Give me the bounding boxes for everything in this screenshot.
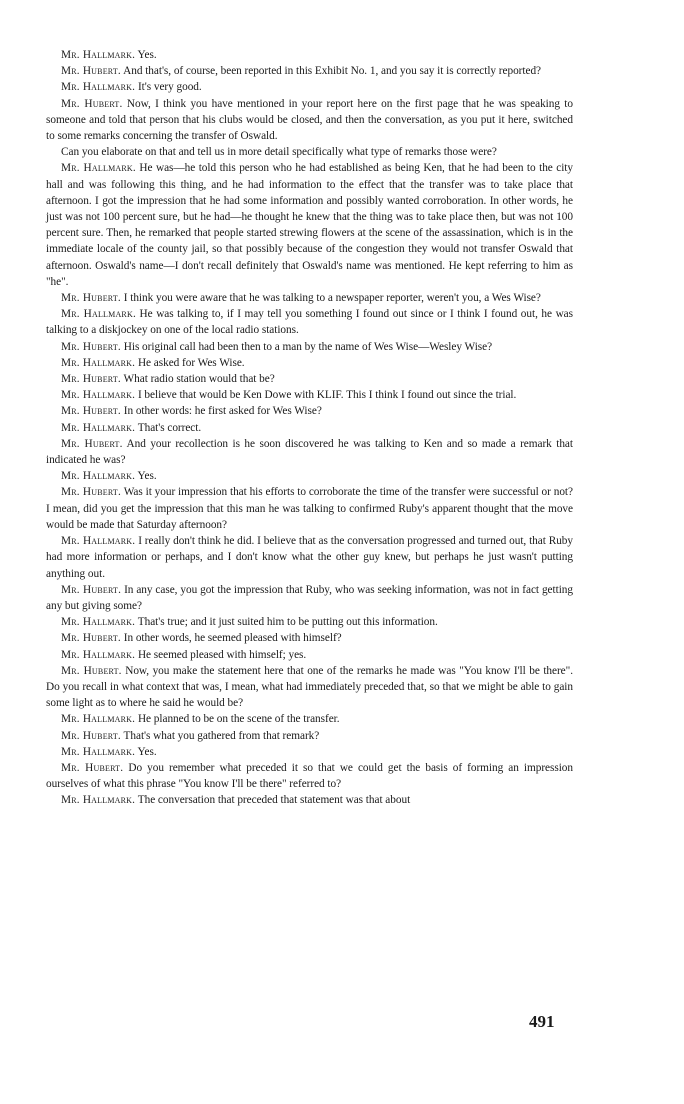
- transcript-paragraph: [46, 96, 573, 145]
- speaker-name: Mr. Hubert.: [61, 632, 121, 645]
- transcript-paragraph: [46, 144, 573, 160]
- testimony-text: In other words: he first asked for Wes Wise?: [120, 405, 322, 418]
- speaker-name: Mr. Hubert.: [61, 437, 123, 450]
- transcript-paragraph: [46, 760, 573, 792]
- transcript-paragraph: [46, 630, 573, 646]
- testimony-text: And your recollection is he soon discovered he was talking to Ken and so made a remark that indicated he was?: [46, 437, 573, 467]
- page-number: 491: [529, 1012, 555, 1031]
- testimony-text: He was—he told this person who he had established as being Ken, that he had been to the city hall and was following this thing, and he had information to the effect that the transfer was to take place that afternoon. I got the impression that he had some information and possibly wanted corroboration. In other words, he just was not 100 percent sure, but he had—he thought he knew that the thing was to take place then, but was not 100 percent sure. Then, he remarked that people started strewing flowers at the scene of the assassination, which is in the immediate locale of the county jail, so that possibly because of the congestion they would not transfer Oswald that afternoon. Oswald's name—I don't recall definitely that Oswald's name was mentioned. He kept referring to him as "he".: [46, 162, 573, 288]
- speaker-name: Mr. Hubert.: [61, 97, 123, 110]
- testimony-text: It's very good.: [135, 81, 202, 94]
- speaker-name: Mr. Hallmark.: [61, 745, 136, 758]
- speaker-name: Mr. Hallmark.: [61, 535, 136, 548]
- testimony-text: Can you elaborate on that and tell us in more detail specifically what type of remarks those were?: [61, 146, 497, 159]
- testimony-text: I really don't think he did. I believe that as the conversation progressed and turned out, that Ruby had more information or perhaps, and I don't know what the other guy knew, but perhaps he just wasn't putting anything out.: [46, 535, 573, 580]
- speaker-name: Mr. Hallmark.: [61, 81, 136, 94]
- transcript-paragraph: [46, 436, 573, 468]
- transcript-paragraph: [46, 582, 573, 614]
- testimony-text: Yes.: [135, 470, 157, 483]
- testimony-text: He planned to be on the scene of the transfer.: [135, 713, 340, 726]
- speaker-name: Mr. Hubert.: [61, 486, 122, 499]
- testimony-text: What radio station would that be?: [120, 373, 275, 386]
- testimony-text: The conversation that preceded that statement was that about: [135, 794, 411, 807]
- transcript-paragraph: [46, 79, 573, 95]
- transcript-paragraph: [46, 420, 573, 436]
- transcript-paragraph: [46, 484, 573, 533]
- testimony-text: Was it your impression that his efforts to corroborate the time of the transfer were successful or not? I mean, did you get the impression that this man he was talking to confirmed Ruby's apparent thought that the move would be made that Saturday afternoon?: [46, 486, 573, 531]
- transcript-paragraph: [46, 371, 573, 387]
- testimony-text: His original call had been then to a man by the name of Wes Wise—Wesley Wise?: [120, 340, 493, 353]
- transcript-paragraph: [46, 468, 573, 484]
- testimony-text: I believe that would be Ken Dowe with KLIF. This I think I found out since the trial.: [135, 389, 517, 402]
- transcript-paragraph: [46, 403, 573, 419]
- speaker-name: Mr. Hubert.: [61, 405, 121, 418]
- transcript-paragraph: [46, 306, 573, 338]
- transcript-paragraph: [46, 63, 573, 79]
- speaker-name: Mr. Hallmark.: [61, 648, 136, 661]
- transcript-paragraph: [46, 47, 573, 63]
- speaker-name: Mr. Hallmark.: [61, 421, 136, 434]
- speaker-name: Mr. Hallmark.: [61, 308, 136, 321]
- transcript-paragraph: [46, 663, 573, 712]
- speaker-name: Mr. Hubert.: [61, 340, 121, 353]
- speaker-name: Mr. Hallmark.: [61, 49, 136, 61]
- transcript-paragraph: [46, 711, 573, 727]
- speaker-name: Mr. Hallmark.: [61, 162, 136, 175]
- speaker-name: Mr. Hallmark.: [61, 470, 136, 483]
- testimony-text: Yes.: [135, 745, 157, 758]
- transcript-paragraph: [46, 387, 573, 403]
- testimony-text: Now, I think you have mentioned in your report here on the first page that he was speaking to someone and told that person that his clubs would be closed, and then the conversation, as you put it here, switched to some remarks concerning the transfer of Oswald.: [46, 97, 573, 143]
- transcript-paragraph: [46, 290, 573, 306]
- speaker-name: Mr. Hallmark.: [61, 616, 136, 629]
- speaker-name: Mr. Hubert.: [61, 373, 121, 386]
- testimony-text: Do you remember what preceded it so that we could get the basis of forming an impression ourselves of what this phrase "You know I'll be there" referred to?: [46, 761, 573, 791]
- transcript-paragraph: [46, 744, 573, 760]
- testimony-text: And that's, of course, been reported in this Exhibit No. 1, and you say it is correctly reported?: [120, 65, 542, 78]
- testimony-text: He was talking to, if I may tell you something I found out since or I think I found out, he was talking to a diskjockey on one of the local radio stations.: [46, 308, 573, 337]
- transcript-paragraph: [46, 614, 573, 630]
- testimony-text: Now, you make the statement here that one of the remarks he made was "You know I'll be there". Do you recall in what context that was, I mean, what had immediately preceded that, so that we might be able to gain some light as to where he said he would be?: [46, 664, 573, 710]
- transcript-paragraph: [46, 647, 573, 663]
- speaker-name: Mr. Hubert.: [61, 729, 121, 742]
- transcript-page: [46, 47, 573, 809]
- testimony-text: He seemed pleased with himself; yes.: [135, 648, 307, 661]
- speaker-name: Mr. Hallmark.: [61, 713, 136, 726]
- transcript-paragraph: [46, 160, 573, 290]
- transcript-paragraph: [46, 533, 573, 582]
- transcript-paragraph: [46, 339, 573, 355]
- testimony-text: In other words, he seemed pleased with himself?: [120, 632, 342, 645]
- speaker-name: Mr. Hubert.: [61, 292, 121, 305]
- speaker-name: Mr. Hubert.: [61, 664, 122, 677]
- transcript-paragraph: [46, 355, 573, 371]
- transcript-paragraph: [46, 792, 573, 808]
- testimony-text: In any case, you got the impression that Ruby, who was seeking information, was not in fact getting any but giving some?: [46, 583, 573, 612]
- speaker-name: Mr. Hubert.: [61, 65, 121, 78]
- speaker-name: Mr. Hubert.: [61, 583, 122, 596]
- testimony-text: Yes.: [135, 49, 157, 61]
- testimony-text: That's what you gathered from that remark?: [120, 729, 320, 742]
- testimony-text: I think you were aware that he was talking to a newspaper reporter, weren't you, a Wes Wise?: [120, 292, 541, 305]
- testimony-text: That's true; and it just suited him to be putting out this information.: [135, 616, 438, 629]
- speaker-name: Mr. Hallmark.: [61, 356, 136, 369]
- speaker-name: Mr. Hallmark.: [61, 389, 136, 402]
- speaker-name: Mr. Hubert.: [61, 761, 124, 774]
- testimony-text: That's correct.: [135, 421, 202, 434]
- testimony-text: He asked for Wes Wise.: [135, 356, 245, 369]
- speaker-name: Mr. Hallmark.: [61, 794, 136, 807]
- transcript-paragraph: [46, 728, 573, 744]
